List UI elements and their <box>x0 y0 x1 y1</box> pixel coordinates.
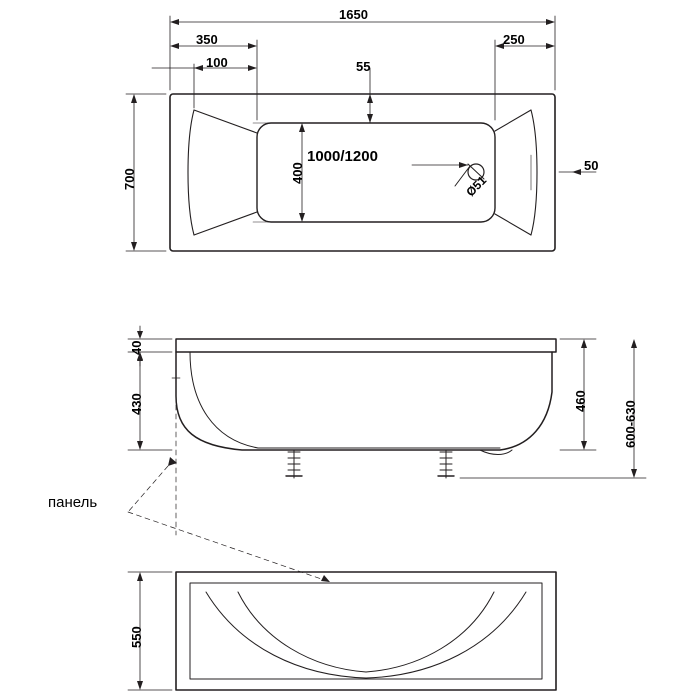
dim-drain-diameter: Ø51 <box>463 173 490 200</box>
top-view-group <box>170 94 555 251</box>
panel-label: панель <box>48 494 98 511</box>
dim-left-offset: 350 <box>196 32 218 47</box>
panel-inner-outline <box>190 583 542 679</box>
panel-leader-arrows <box>168 457 330 582</box>
dim-inner-left-offset: 100 <box>206 55 228 70</box>
front-view-dimensions <box>128 326 646 478</box>
dim-side-height: 460 <box>573 390 588 412</box>
panel-curve-right-inner <box>366 592 494 672</box>
flare-left-bottom <box>194 212 257 235</box>
panel-view-group <box>176 572 556 690</box>
tub-body-silhouette <box>176 352 552 450</box>
dim-right-rim: 50 <box>584 158 599 173</box>
front-view-group <box>176 339 556 478</box>
panel-curve-left-inner <box>238 592 366 672</box>
rim-slab <box>176 339 556 352</box>
dim-right-offset: 250 <box>503 32 525 47</box>
flare-left-curve <box>188 110 194 235</box>
flare-left-top <box>194 110 257 133</box>
dim-top-rim: 55 <box>356 59 371 74</box>
tub-inner-contour <box>190 352 258 448</box>
panel-leader-lines <box>128 378 330 582</box>
panel-curve-left-outer <box>206 592 366 678</box>
dim-inner-width: 400 <box>290 162 305 184</box>
top-view-dimensions <box>126 16 599 251</box>
flare-right-curve <box>531 110 537 235</box>
dim-body-height: 430 <box>129 393 144 415</box>
flare-right-bottom <box>495 214 531 235</box>
panel-curve-right-outer <box>366 592 526 678</box>
dim-overall-length: 1650 <box>339 7 368 22</box>
leg-right <box>438 450 454 478</box>
dim-rim-thickness: 40 <box>129 340 144 355</box>
leg-left <box>286 450 302 478</box>
flare-right-top <box>495 110 531 131</box>
dim-overall-width: 700 <box>122 168 137 190</box>
dim-leg-range: 600-630 <box>623 400 638 448</box>
dim-inner-length: 1000/1200 <box>307 148 378 165</box>
dim-panel-height: 550 <box>129 626 144 648</box>
tub-outer-outline <box>170 94 555 251</box>
